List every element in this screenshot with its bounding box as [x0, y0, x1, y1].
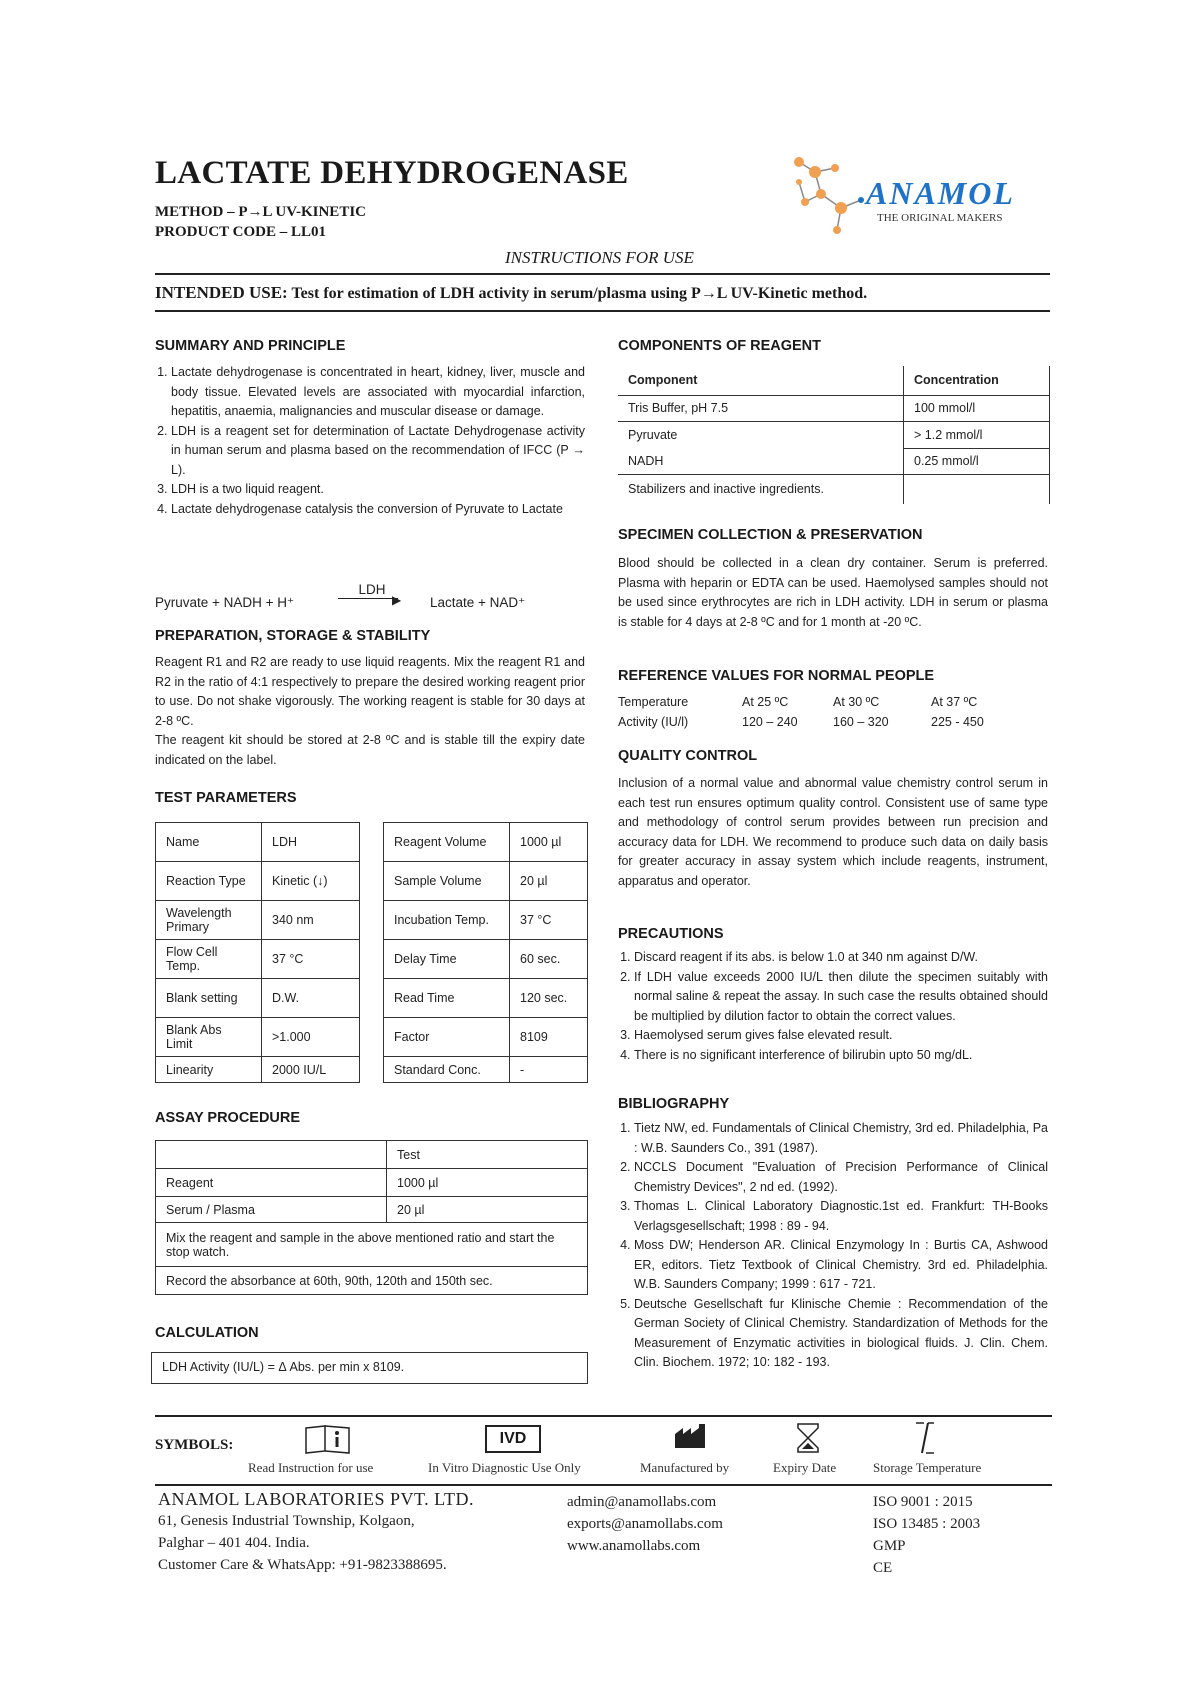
table-cell: Blank setting — [156, 979, 262, 1018]
factory-icon — [673, 1422, 709, 1450]
table-row — [618, 713, 1058, 733]
test-parameters-table-right — [383, 822, 588, 1083]
table-cell: At 37 ºC — [931, 695, 978, 709]
table-row — [618, 693, 1058, 713]
table-cell: Delay Time — [384, 940, 510, 979]
precautions-heading: PRECAUTIONS — [618, 926, 724, 942]
table-cell: Sample Volume — [384, 862, 510, 901]
precautions-list — [618, 948, 1048, 1065]
assay-heading: ASSAY PROCEDURE — [155, 1110, 301, 1126]
reaction-arrow — [338, 598, 398, 599]
table-row — [156, 940, 360, 979]
preparation-heading: PREPARATION, STORAGE & STABILITY — [155, 628, 431, 644]
table-cell: Blank Abs Limit — [156, 1018, 262, 1057]
arrow-head-icon: ▶ — [392, 593, 402, 607]
preparation-paragraph: The reagent kit should be stored at 2-8 ºC and is stable till the expiry date indicated on the label. — [155, 733, 585, 767]
reference-table — [618, 693, 1058, 732]
table-row — [618, 448, 1050, 474]
table-cell: At 25 ºC — [742, 695, 789, 709]
symbol-caption: Expiry Date — [773, 1460, 837, 1475]
list-item: 4. There is no significant interference of bilirubin upto 50 mg/dL. — [634, 1046, 1048, 1066]
divider — [155, 1484, 1052, 1486]
table-cell: 8109 — [510, 1018, 588, 1057]
table-cell: Reaction Type — [156, 862, 262, 901]
table-cell: >1.000 — [262, 1018, 360, 1057]
table-row — [384, 940, 588, 979]
instructions-label: INSTRUCTIONS FOR USE — [505, 248, 694, 267]
certification: CE — [873, 1560, 893, 1576]
table-cell: Standard Conc. — [384, 1057, 510, 1083]
table-row — [156, 1141, 588, 1169]
symbol-caption: Storage Temperature — [873, 1460, 982, 1475]
table-cell: Flow Cell Temp. — [156, 940, 262, 979]
symbols-label: SYMBOLS: — [155, 1437, 234, 1453]
test-parameters-heading: TEST PARAMETERS — [155, 790, 297, 806]
table-cell: 120 sec. — [510, 979, 588, 1018]
table-cell: 20 µl — [510, 862, 588, 901]
table-row — [384, 979, 588, 1018]
table-row — [384, 1057, 588, 1083]
certification: ISO 9001 : 2015 — [873, 1494, 973, 1510]
table-header: Concentration — [904, 366, 1050, 395]
table-row — [618, 474, 1050, 504]
table-cell: Stabilizers and inactive ingredients. — [618, 474, 904, 504]
symbol-caption: Manufactured by — [640, 1460, 730, 1475]
table-row — [384, 901, 588, 940]
specimen-heading: SPECIMEN COLLECTION & PRESERVATION — [618, 527, 923, 543]
bibliography-heading: BIBLIOGRAPHY — [618, 1096, 730, 1112]
table-row — [384, 823, 588, 862]
symbol-caption: In Vitro Diagnostic Use Only — [428, 1460, 581, 1475]
symbol-caption: Read Instruction for use — [248, 1460, 374, 1475]
table-cell: 60 sec. — [510, 940, 588, 979]
table-row — [156, 862, 360, 901]
email-link[interactable]: exports@anamollabs.com — [567, 1516, 723, 1532]
table-cell: Mix the reagent and sample in the above mentioned ratio and start the stop watch. — [156, 1223, 588, 1267]
table-row — [156, 979, 360, 1018]
table-cell: 120 – 240 — [742, 714, 798, 729]
table-row — [384, 1018, 588, 1057]
email-link[interactable]: admin@anamollabs.com — [567, 1494, 717, 1510]
table-row — [156, 823, 360, 862]
table-cell: 37 °C — [510, 901, 588, 940]
table-cell: Serum / Plasma — [156, 1197, 387, 1223]
list-item: 5. Deutsche Gesellschaft fur Klinische Chemie : Recommendation of the German Society of Clinical Chemistry. Standardization of Methods for the Measurement of Enzymatic activities in biological fluids. J. Clin. Chem. Clin. Biochem. 1972; 10: 182 - 193. — [634, 1295, 1048, 1373]
table-header: Component — [618, 366, 904, 395]
table-row — [156, 1197, 588, 1223]
list-item: 3. Thomas L. Clinical Laboratory Diagnostic.1st ed. Frankfurt: TH-Books Verlagsgesellschaft; 1998 : 89 - 94. — [634, 1197, 1048, 1236]
table-cell: Reagent — [156, 1169, 387, 1197]
table-cell: 1000 µl — [387, 1169, 588, 1197]
list-item: 3. LDH is a two liquid reagent. — [171, 480, 585, 500]
table-row — [156, 1223, 588, 1267]
calculation-heading: CALCULATION — [155, 1325, 259, 1341]
page-title: LACTATE DEHYDROGENASE — [155, 155, 629, 191]
table-cell — [904, 474, 1050, 504]
components-table — [618, 366, 1050, 504]
table-cell: 225 - 450 — [931, 714, 984, 729]
list-item: 1. Discard reagent if its abs. is below 1.0 at 340 nm against D/W. — [634, 948, 1048, 968]
product-code: PRODUCT CODE – LL01 — [155, 224, 326, 240]
footer-address — [158, 1488, 538, 1576]
table-cell: 100 mmol/l — [904, 395, 1050, 421]
table-cell: 2000 IU/L — [262, 1057, 360, 1083]
company-name: ANAMOL LABORATORIES PVT. LTD. — [158, 1489, 475, 1509]
reference-heading: REFERENCE VALUES FOR NORMAL PEOPLE — [618, 668, 935, 684]
assay-col-header: Test — [387, 1141, 588, 1169]
preparation-paragraph: Reagent R1 and R2 are ready to use liquid reagents. Mix the reagent R1 and R2 in the ratio of 4:1 respectively to prepare the desired working reagent prior to use. Do not shake vigorously. The working reagent is stable for 30 days at 2-8 ºC. — [155, 655, 585, 728]
summary-list — [155, 363, 585, 519]
table-cell: Factor — [384, 1018, 510, 1057]
divider — [155, 1415, 1052, 1417]
table-row — [156, 1018, 360, 1057]
customer-care: Customer Care & WhatsApp: +91-9823388695. — [158, 1557, 447, 1573]
list-item: 1. Lactate dehydrogenase is concentrated in heart, kidney, liver, muscle and body tissue. Elevated levels are associated with myocardial infarction, hepatitis, anaemia, malignancies and muscular disease or damage. — [171, 363, 585, 422]
table-cell: 20 µl — [387, 1197, 588, 1223]
divider — [155, 273, 1050, 275]
anamol-logo-icon — [785, 150, 875, 245]
logo-tagline: THE ORIGINAL MAKERS — [877, 212, 1003, 224]
table-cell: Wavelength Primary — [156, 901, 262, 940]
specimen-text: Blood should be collected in a clean dry container. Serum is preferred. Plasma with heparin or EDTA can be used. Haemolysed samples should not be used since erythrocytes are rich in LDH activity. LDH in serum or plasma is stable for 4 days at 2-8 ºC and for 1 month at -20 ºC. — [618, 556, 1048, 629]
certification: GMP — [873, 1538, 906, 1554]
table-cell: > 1.2 mmol/l — [904, 421, 1050, 448]
assay-table — [155, 1140, 588, 1295]
certification: ISO 13485 : 2003 — [873, 1516, 981, 1532]
list-item: 4. Moss DW; Henderson AR. Clinical Enzymology In : Burtis CA, Ashwood ER, editors. Tietz Textbook of Clinical Chemistry. 3rd ed. Philadelphia. W.B. Saunders Company; 1999 : 617 - 721. — [634, 1236, 1048, 1295]
summary-heading: SUMMARY AND PRINCIPLE — [155, 338, 346, 354]
table-cell: Kinetic (↓) — [262, 862, 360, 901]
table-cell: 340 nm — [262, 901, 360, 940]
intended-use-label: INTENDED USE: — [155, 283, 288, 302]
divider — [155, 310, 1050, 312]
table-cell: - — [510, 1057, 588, 1083]
logo-name: ANAMOL — [866, 175, 1015, 211]
table-cell: 37 °C — [262, 940, 360, 979]
table-cell: Tris Buffer, pH 7.5 — [618, 395, 904, 421]
table-cell: Read Time — [384, 979, 510, 1018]
table-row — [156, 1267, 588, 1295]
list-item: 2. NCCLS Document "Evaluation of Precision Performance of Clinical Chemistry Devices", 2 nd ed. (1992). — [634, 1158, 1048, 1197]
components-heading: COMPONENTS OF REAGENT — [618, 338, 822, 354]
hourglass-icon — [795, 1422, 821, 1454]
table-cell: Name — [156, 823, 262, 862]
table-cell: Activity (IU/l) — [618, 714, 689, 729]
table-row — [156, 901, 360, 940]
reaction-right: Lactate + NAD⁺ — [430, 595, 526, 610]
table-cell: D.W. — [262, 979, 360, 1018]
table-cell — [156, 1141, 387, 1169]
table-row — [156, 1057, 360, 1083]
table-cell: 1000 µl — [510, 823, 588, 862]
table-cell: NADH — [618, 448, 904, 474]
table-row — [618, 366, 1050, 395]
quality-heading: QUALITY CONTROL — [618, 748, 758, 764]
ivd-icon: IVD — [485, 1425, 541, 1453]
address-line: 61, Genesis Industrial Township, Kolgaon, — [158, 1513, 415, 1529]
table-row — [618, 421, 1050, 448]
table-cell: Reagent Volume — [384, 823, 510, 862]
list-item: 1. Tietz NW, ed. Fundamentals of Clinical Chemistry, 3rd ed. Philadelphia, Pa : W.B. Saunders Co., 391 (1987). — [634, 1119, 1048, 1158]
table-row — [618, 395, 1050, 421]
table-cell: Incubation Temp. — [384, 901, 510, 940]
address-line: Palghar – 401 404. India. — [158, 1535, 310, 1551]
footer-certifications — [873, 1491, 980, 1579]
reaction-left: Pyruvate + NADH + H⁺ — [155, 595, 295, 610]
intended-use-text: Test for estimation of LDH activity in serum/plasma using P→L UV-Kinetic method. — [291, 285, 868, 302]
thermometer-icon — [910, 1420, 940, 1456]
book-icon — [303, 1423, 353, 1455]
test-parameters-table-left — [155, 822, 360, 1083]
table-cell: Linearity — [156, 1057, 262, 1083]
list-item: 2. LDH is a reagent set for determination of Lactate Dehydrogenase activity in human serum and plasma based on the recommendation of IFCC (P → L). — [171, 422, 585, 481]
list-item: 2. If LDH value exceeds 2000 IU/L then dilute the specimen suitably with normal saline & repeat the assay. In such case the results obtained should be multiplied by dilution factor to obtain the correct values. — [634, 968, 1048, 1027]
table-cell: Pyruvate — [618, 421, 904, 448]
quality-text: Inclusion of a normal value and abnormal value chemistry control serum in each test run ensures optimum quality control. Consistent use of same type and methodology of control serum provides between run precision and accuracy data for LDH. We recommend to produce such data on daily basis for greater accuracy in assay system which include reagents, instrument, apparatus and operator. — [618, 776, 1048, 888]
preparation-text — [155, 653, 585, 770]
website-link[interactable]: www.anamollabs.com — [567, 1538, 701, 1554]
table-cell: At 30 ºC — [833, 695, 880, 709]
table-cell: Record the absorbance at 60th, 90th, 120th and 150th sec. — [156, 1267, 588, 1295]
list-item: 4. Lactate dehydrogenase catalysis the conversion of Pyruvate to Lactate — [171, 500, 585, 520]
table-row — [384, 862, 588, 901]
intended-use — [155, 283, 867, 303]
list-item: 3. Haemolysed serum gives false elevated result. — [634, 1026, 1048, 1046]
table-row — [156, 1169, 588, 1197]
calculation-formula: LDH Activity (IU/L) = Δ Abs. per min x 8109. — [151, 1352, 588, 1384]
table-cell: LDH — [262, 823, 360, 862]
table-cell: 160 – 320 — [833, 714, 889, 729]
bibliography-list — [618, 1119, 1048, 1373]
table-cell: 0.25 mmol/l — [904, 448, 1050, 474]
reaction-enzyme: LDH — [358, 582, 386, 597]
method-line: METHOD – P→L UV-KINETIC — [155, 204, 366, 220]
footer-contact — [567, 1491, 723, 1557]
table-cell: Temperature — [618, 695, 689, 709]
